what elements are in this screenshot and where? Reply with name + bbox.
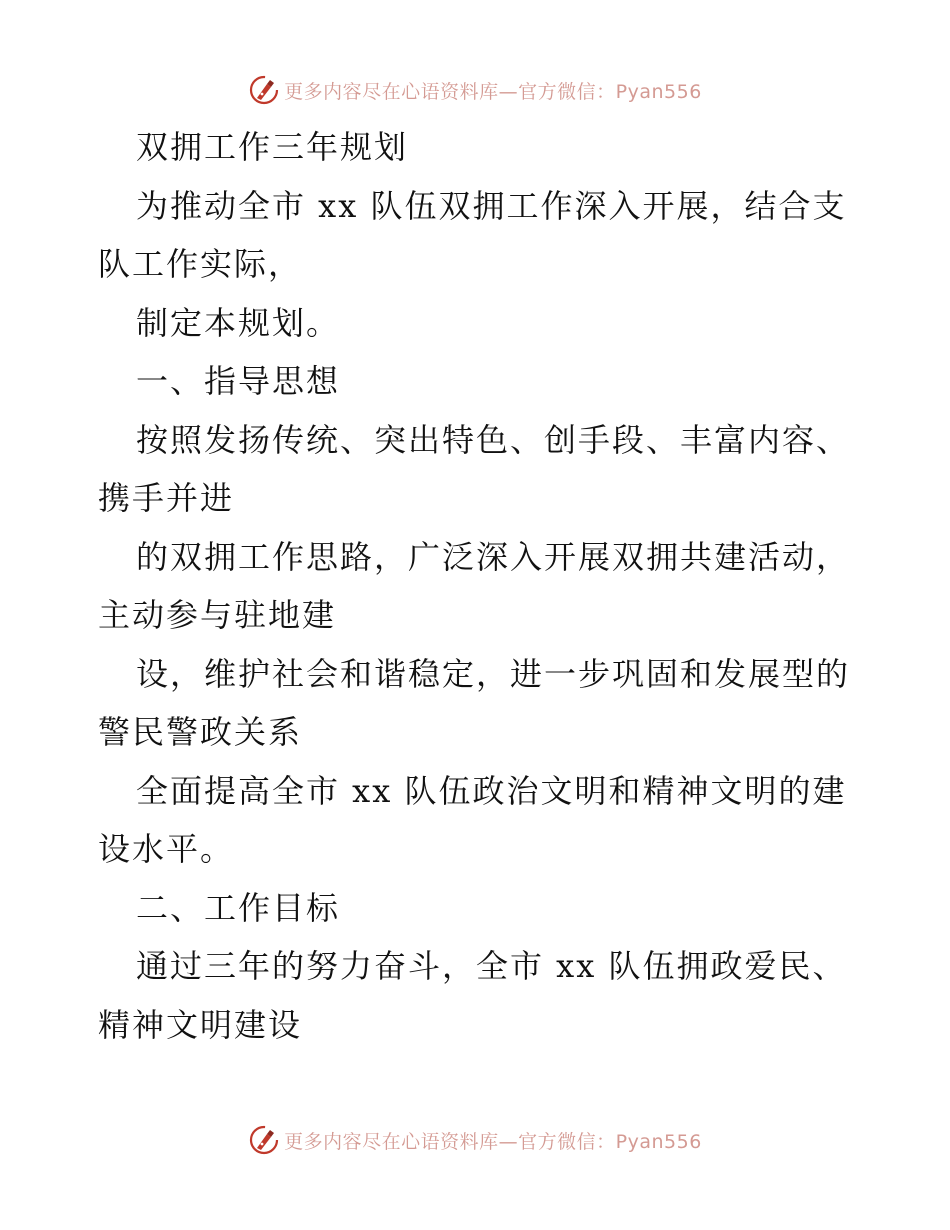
document-title: 双拥工作三年规划 [136, 128, 409, 166]
section-heading: 二、工作目标 [136, 888, 341, 927]
paragraph-line: 制定本规划。 [136, 303, 341, 342]
paragraph-line: 通过三年的努力奋斗，全市 xx 队伍拥政爱民、 [136, 947, 847, 985]
paragraph-line: 设，维护社会和谐稳定，进一步巩固和发展型的 [136, 654, 851, 693]
paragraph-line: 精神文明建设 [98, 1005, 303, 1044]
paragraph-line: 的双拥工作思路，广泛深入开展双拥共建活动， [136, 537, 851, 576]
paragraph-line: 警民警政关系 [98, 713, 303, 751]
paragraph-line: 队工作实际， [98, 245, 303, 283]
paragraph-line: 携手并进 [98, 479, 235, 517]
document-body [98, 118, 858, 1054]
header-banner-text: 更多内容尽在心语资料库—官方微信：Pyan556 [284, 80, 702, 103]
section-heading: 一、指导思想 [136, 362, 341, 400]
paragraph-line: 为推动全市 xx 队伍双拥工作深入开展，结合支 [136, 186, 847, 225]
footer-banner-text: 更多内容尽在心语资料库—官方微信：Pyan556 [284, 1130, 702, 1153]
pen-nib-logo-icon [248, 1124, 280, 1156]
footer-banner [0, 1120, 950, 1160]
paragraph-line: 设水平。 [98, 830, 235, 868]
pen-nib-logo-icon [248, 74, 280, 106]
paragraph-line: 按照发扬传统、突出特色、创手段、丰富内容、 [136, 420, 851, 459]
header-banner [0, 70, 950, 110]
paragraph-line: 全面提高全市 xx 队伍政治文明和精神文明的建 [136, 771, 847, 810]
paragraph-line: 主动参与驻地建 [98, 596, 337, 634]
